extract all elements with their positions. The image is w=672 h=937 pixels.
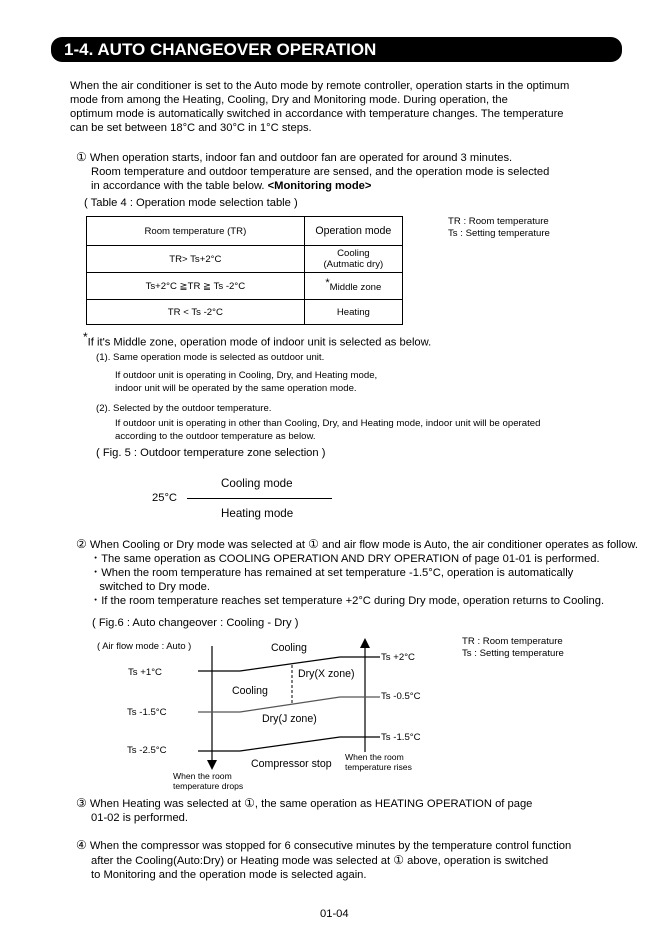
mode-cell: Cooling (Autmatic dry) bbox=[304, 246, 402, 273]
airflow-mode-label: ( Air flow mode : Auto ) bbox=[97, 640, 192, 651]
header-operation-mode: Operation mode bbox=[304, 217, 402, 246]
fig-6-caption: ( Fig.6 : Auto changeover : Cooling - Dry ) bbox=[92, 617, 299, 629]
step-ref-1: ① bbox=[308, 537, 319, 551]
sub-item-2: (2). Selected by the outdoor temperature. bbox=[96, 403, 272, 414]
bullet-item: switched to Dry mode. bbox=[90, 581, 210, 593]
step-1-line: in accordance with the table below. bbox=[91, 180, 268, 192]
section-heading: 1-4. AUTO CHANGEOVER OPERATION bbox=[51, 37, 622, 62]
step-2: ② When Cooling or Dry mode was selected at ① and air flow mode is Auto, the air conditioner operates as follow. ・The same operation as COOLING OPERATION AND DRY OPERATION of page 01-01 is performed. ・When the room temperature has remained at set temperature -1.5°C, operation is automatically switched to Dry mode. ・If the room temperature reaches set temperature +2°C during Dry mode, operation returns to Cooling. bbox=[76, 537, 638, 607]
right-label-ts-minus0-5: Ts -0.5°C bbox=[381, 691, 421, 702]
step-4-marker: ④ bbox=[76, 838, 87, 852]
arrow-down-icon bbox=[207, 760, 217, 770]
left-label-ts-minus2-5: Ts -2.5°C bbox=[127, 745, 167, 756]
table-legend: TR : Room temperature Ts : Setting temperature bbox=[448, 216, 550, 239]
page-number: 01-04 bbox=[320, 908, 349, 920]
drops-label: When the room temperature drops bbox=[173, 771, 244, 791]
mode-cell: Heating bbox=[304, 300, 402, 325]
cooling-mode-label: Cooling mode bbox=[221, 477, 293, 490]
step-2-marker: ② bbox=[76, 537, 87, 551]
zone-compressor-stop: Compressor stop bbox=[251, 758, 332, 770]
arrow-up-icon bbox=[360, 638, 370, 648]
threshold-label: 25°C bbox=[152, 492, 177, 504]
sub-item-1: (1). Same operation mode is selected as outdoor unit. bbox=[96, 352, 325, 363]
zone-cooling-top: Cooling bbox=[271, 642, 307, 654]
left-label-ts-minus1-5: Ts -1.5°C bbox=[127, 707, 167, 718]
step-3: ③ When Heating was selected at ①, the same operation as HEATING OPERATION of page 01-02 is performed. bbox=[76, 796, 533, 824]
intro-line: When the air conditioner is set to the Auto mode by remote controller, operation starts in the optimum bbox=[70, 80, 570, 92]
condition-cell: TR < Ts -2°C bbox=[87, 300, 305, 325]
middle-zone-note: *If it's Middle zone, operation mode of indoor unit is selected as below. bbox=[83, 330, 432, 349]
header-room-temperature: Room temperature (TR) bbox=[87, 217, 305, 246]
zone-dry-j: Dry(J zone) bbox=[262, 713, 317, 725]
step-1-line: When operation starts, indoor fan and outdoor fan are operated for around 3 minutes. bbox=[89, 152, 513, 164]
zone-cooling-mid: Cooling bbox=[232, 685, 268, 697]
condition-cell: Ts+2°C ≧TR ≧ Ts -2°C bbox=[87, 273, 305, 300]
left-label-ts-plus1: Ts +1°C bbox=[128, 667, 162, 678]
rises-label: When the room temperature rises bbox=[345, 752, 412, 772]
step-ref-1: ① bbox=[393, 853, 404, 867]
mode-cell: *Middle zone bbox=[304, 273, 402, 300]
intro-line: mode from among the Heating, Cooling, Dry and Monitoring mode. During operation, the bbox=[70, 94, 508, 106]
right-label-ts-minus1-5: Ts -1.5°C bbox=[381, 732, 421, 743]
asterisk: * bbox=[325, 277, 330, 290]
bullet-item: ・When the room temperature has remained at set temperature -1.5°C, operation is automatically bbox=[90, 567, 574, 579]
intro-line: optimum mode is automatically switched in accordance with temperature changes. The temperature bbox=[70, 108, 564, 120]
monitoring-mode-label: <Monitoring mode> bbox=[267, 180, 372, 192]
bullet-item: ・If the room temperature reaches set temperature +2°C during Dry mode, operation returns to Cooling. bbox=[90, 595, 605, 607]
zone-dry-x: Dry(X zone) bbox=[298, 668, 355, 680]
fig-6-legend: TR : Room temperature Ts : Setting temperature bbox=[462, 636, 564, 659]
fig-5-caption: ( Fig. 5 : Outdoor temperature zone selection ) bbox=[96, 447, 326, 459]
bullet-item: ・The same operation as COOLING OPERATION AND DRY OPERATION of page 01-01 is performed. bbox=[90, 553, 600, 565]
table-4-caption: ( Table 4 : Operation mode selection table ) bbox=[84, 197, 298, 209]
step-1-marker: ① bbox=[76, 150, 87, 164]
condition-cell: TR> Ts+2°C bbox=[87, 246, 305, 273]
right-label-ts-plus2: Ts +2°C bbox=[381, 652, 415, 663]
step-4: ④ When the compressor was stopped for 6 consecutive minutes by the temperature control function after the Cooling(Auto:Dry) or Heating mode was selected at ① above, operation is switched to Monitoring and the operation mode is selected again. bbox=[76, 838, 572, 881]
heating-mode-label: Heating mode bbox=[221, 507, 294, 520]
step-3-marker: ③ bbox=[76, 796, 87, 810]
step-ref-1: ① bbox=[244, 796, 255, 810]
step-1-line: Room temperature and outdoor temperature are sensed, and the operation mode is selected bbox=[91, 166, 550, 178]
intro-line: can be set between 18°C and 30°C in 1°C steps. bbox=[70, 122, 312, 134]
